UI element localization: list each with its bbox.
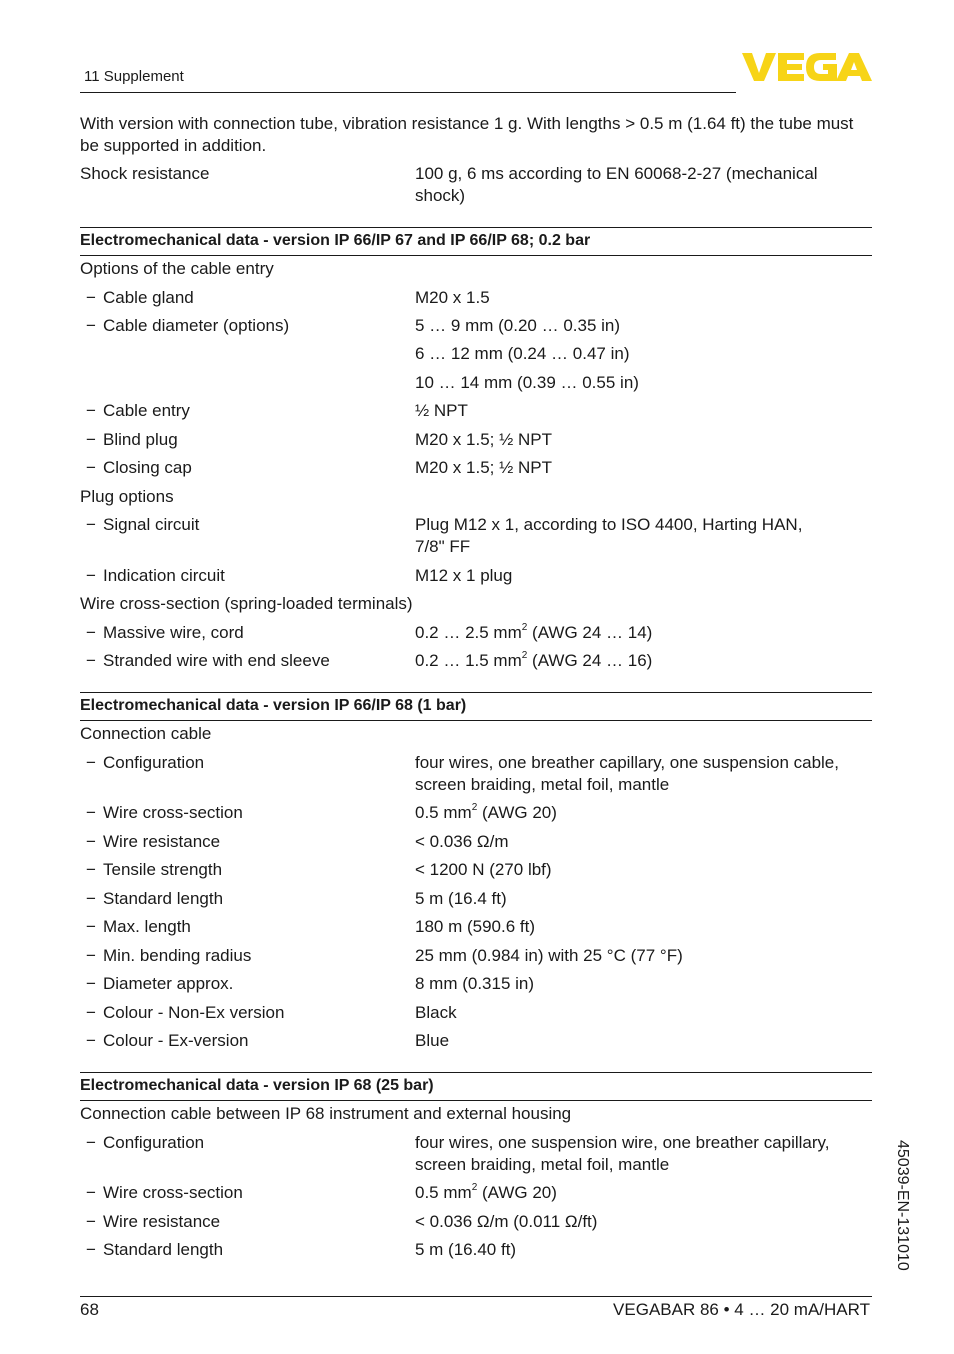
cable-diameter-value-1: 5 … 9 mm (0.20 … 0.35 in) <box>415 316 621 335</box>
wire-resistance-value: < 0.036 Ω/m <box>415 832 509 851</box>
cable-gland-label: − Cable gland <box>86 288 194 307</box>
connection-cable-ip68-heading: Connection cable between IP 68 instrument and external housing <box>80 1104 572 1123</box>
vega-logo-mark <box>742 51 872 83</box>
closing-cap-value: M20 x 1.5; ½ NPT <box>415 458 552 477</box>
wire-cross-section-ip68-value: 0.5 $mm^2$ (AWG 20) <box>415 1182 557 1202</box>
min-bending-radius-label: − Min. bending radius <box>86 946 252 965</box>
intro-text: With version with connection tube, vibration resistance 1 g. With lengths > 0.5 m (1.64 ft) the tube must be supported in addition. <box>80 114 854 155</box>
section-title-2: Electromechanical data - version IP 66/IP 68 (1 bar) <box>80 692 872 721</box>
shock-value: 100 g, 6 ms according to EN 60068-2-27 (mechanical shock) <box>415 164 818 205</box>
connection-cable-heading: Connection cable <box>80 724 212 743</box>
cable-diameter-value-2: 6 … 12 mm (0.24 … 0.47 in) <box>415 344 630 363</box>
indication-circuit-label: − Indication circuit <box>86 566 225 585</box>
configuration-ip68-label: − Configuration <box>86 1133 205 1152</box>
header-rule <box>80 92 736 93</box>
standard-length-ip68-value: 5 m (16.40 ft) <box>415 1240 517 1259</box>
standard-length-value: 5 m (16.4 ft) <box>415 889 507 908</box>
cable-entry-value: ½ NPT <box>415 401 468 420</box>
vega-logo <box>742 51 872 88</box>
stranded-wire-value: 0.2 … 1.5 $mm^2$ (AWG 24 … 16) <box>415 650 653 670</box>
standard-length-label: − Standard length <box>86 889 224 908</box>
colour-ex-label: − Colour - Ex-version <box>86 1031 249 1050</box>
max-length-label: − Max. length <box>86 917 191 936</box>
wire-cross-section-value: 0.5 $mm^2$ (AWG 20) <box>415 802 557 822</box>
signal-circuit-value: Plug M12 x 1, according to ISO 4400, Harting HAN, 7/8" FF <box>415 515 803 556</box>
section-title-1: Electromechanical data - version IP 66/IP 67 and IP 66/IP 68; 0.2 bar <box>80 227 872 256</box>
wire-cross-section-ip68-label: − Wire cross-section <box>86 1183 243 1202</box>
section-header: 11 Supplement <box>84 68 184 85</box>
shock-label: Shock resistance <box>80 164 210 183</box>
massive-wire-value: 0.2 … 2.5 $mm^2$ (AWG 24 … 14) <box>415 622 653 642</box>
configuration-label: − Configuration <box>86 753 205 772</box>
configuration-value: four wires, one breather capillary, one suspension cable, screen braiding, metal foil, mantle <box>415 753 839 794</box>
tensile-strength-value: < 1200 N (270 lbf) <box>415 860 552 879</box>
wire-cross-section-label: − Wire cross-section <box>86 803 243 822</box>
cable-gland-value: M20 x 1.5 <box>415 288 490 307</box>
cable-entry-label: − Cable entry <box>86 401 190 420</box>
colour-ex-value: Blue <box>415 1031 450 1050</box>
blind-plug-value: M20 x 1.5; ½ NPT <box>415 430 552 449</box>
indication-circuit-value: M12 x 1 plug <box>415 566 513 585</box>
wire-cross-section-heading: Wire cross-section (spring-loaded terminals) <box>80 594 413 613</box>
footer-rule <box>80 1296 872 1297</box>
configuration-ip68-value: four wires, one suspension wire, one breather capillary, screen braiding, metal foil, mantle <box>415 1133 830 1174</box>
standard-length-ip68-label: − Standard length <box>86 1240 224 1259</box>
document-id: 45039-EN-131010 <box>894 1140 911 1271</box>
page-number: 68 <box>80 1300 99 1319</box>
stranded-wire-label: − Stranded wire with end sleeve <box>86 651 330 670</box>
min-bending-radius-value: 25 mm (0.984 in) with 25 °C (77 °F) <box>415 946 683 965</box>
plug-options-heading: Plug options <box>80 487 174 506</box>
cable-diameter-value-3: 10 … 14 mm (0.39 … 0.55 in) <box>415 373 639 392</box>
diameter-label: − Diameter approx. <box>86 974 234 993</box>
colour-nonex-label: − Colour - Non-Ex version <box>86 1003 285 1022</box>
signal-circuit-label: − Signal circuit <box>86 515 200 534</box>
max-length-value: 180 m (590.6 ft) <box>415 917 536 936</box>
wire-resistance-label: − Wire resistance <box>86 832 221 851</box>
blind-plug-label: − Blind plug <box>86 430 178 449</box>
section-title-3: Electromechanical data - version IP 68 (25 bar) <box>80 1072 872 1101</box>
diameter-value: 8 mm (0.315 in) <box>415 974 535 993</box>
product-name: VEGABAR 86 • 4 … 20 mA/HART <box>613 1300 870 1319</box>
closing-cap-label: − Closing cap <box>86 458 192 477</box>
colour-nonex-value: Black <box>415 1003 457 1022</box>
massive-wire-label: − Massive wire, cord <box>86 623 244 642</box>
tensile-strength-label: − Tensile strength <box>86 860 223 879</box>
wire-resistance-ip68-value: < 0.036 Ω/m (0.011 Ω/ft) <box>415 1212 598 1231</box>
cable-entry-heading: Options of the cable entry <box>80 259 274 278</box>
wire-resistance-ip68-label: − Wire resistance <box>86 1212 221 1231</box>
cable-diameter-label: − Cable diameter (options) <box>86 316 290 335</box>
